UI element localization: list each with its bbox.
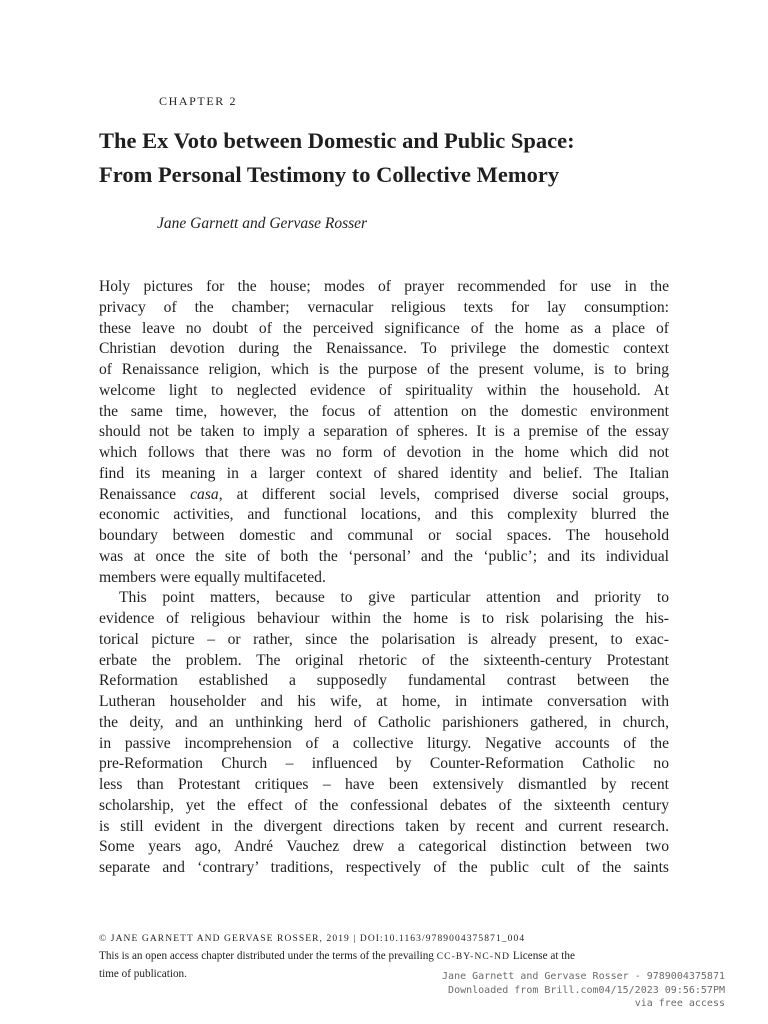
text-line: of Renaissance religion, which is the purpose of the present volume, is to bring <box>99 361 669 378</box>
text-line: less than Protestant critiques – have been extensively dismantled by recent <box>99 776 669 793</box>
download-watermark <box>442 970 725 1011</box>
text-line: the deity, and an unthinking herd of Catholic parishioners gathered, in church, <box>99 713 669 731</box>
text-line: economic activities, and functional locations, and this complexity blurred the <box>99 506 669 524</box>
text-fragment: , at different social levels, comprised diverse social groups, <box>218 485 670 503</box>
text-line: pre-Reformation Church – influenced by Counter-Reformation Catholic no <box>99 755 669 773</box>
watermark-line-3: via free access <box>634 998 725 1009</box>
text-line: torical picture – or rather, since the polarisation is already present, to exac- <box>99 630 669 648</box>
text-line: in passive incomprehension of a collective liturgy. Negative accounts of the <box>99 734 669 752</box>
text-line: welcome light to neglected evidence of spirituality within the household. At <box>99 381 669 399</box>
title-line-2: From Personal Testimony to Collective Memory <box>99 162 560 187</box>
text-line: scholarship, yet the effect of the confessional debates of the sixteenth century <box>99 796 669 814</box>
license-text-end: License at the <box>510 950 575 962</box>
copyright-notice: © JANE GARNETT AND GERVASE ROSSER, 2019 | DOI:10.1163/9789004375871_004 <box>99 934 526 944</box>
text-line: the same time, however, the focus of attention on the domestic environment <box>99 402 669 420</box>
chapter-body <box>99 277 669 879</box>
license-code: CC-BY-NC-ND <box>436 952 511 962</box>
text-line: Reformation established a supposedly fundamental contrast between the <box>99 672 669 690</box>
text-line: which follows that there was no form of devotion in the home which did not <box>99 444 669 461</box>
text-line: Holy pictures for the house; modes of prayer recommended for use in the <box>99 278 669 295</box>
watermark-line-2: Downloaded from Brill.com04/15/2023 09:56:57PM <box>448 984 725 996</box>
text-line: erbate the problem. The original rhetoric of the sixteenth-century Protestant <box>99 651 669 669</box>
text-line <box>99 485 669 506</box>
text-line: boundary between domestic and communal or social spaces. The household <box>99 527 669 544</box>
text-line: This point matters, because to give particular attention and priority to <box>119 589 669 607</box>
text-line: evidence of religious behaviour within the home is to risk polarising the his- <box>99 610 669 627</box>
title-line-1: The Ex Voto between Domestic and Public Space: <box>99 128 575 153</box>
text-line: was at once the site of both the ‘personal’ and the ‘public’; and its individual <box>99 547 669 565</box>
text-line: Christian devotion during the Renaissance. To privilege the domestic context <box>99 340 669 358</box>
license-text: This is an open access chapter distributed under the terms of the prevailing <box>99 950 437 962</box>
text-line: is still evident in the divergent directions taken by recent and current research. <box>99 817 669 835</box>
text-line: privacy of the chamber; vernacular religious texts for lay consumption: <box>99 298 669 316</box>
chapter-authors: Jane Garnett and Gervase Rosser <box>157 215 368 232</box>
text-line: find its meaning in a larger context of shared identity and belief. The Italian <box>99 464 669 482</box>
license-line-2: time of publication. <box>99 968 187 980</box>
text-line: should not be taken to imply a separation of spheres. It is a premise of the essay <box>99 423 669 441</box>
text-line: Lutheran householder and his wife, at home, in intimate conversation with <box>99 693 669 710</box>
italic-term: casa <box>190 485 219 503</box>
paragraph-2 <box>99 588 669 879</box>
watermark-line-1: Jane Garnett and Gervase Rosser - 9789004375871 <box>442 971 725 982</box>
text-line: separate and ‘contrary’ traditions, respectively of the public cult of the saints <box>99 859 669 876</box>
paragraph-1 <box>99 277 669 588</box>
chapter-title <box>99 124 699 192</box>
text-line: these leave no doubt of the perceived significance of the home as a place of <box>99 319 669 337</box>
text-line: Some years ago, André Vauchez drew a categorical distinction between two <box>99 838 669 856</box>
text-line: members were equally multifaceted. <box>99 568 326 586</box>
chapter-label: CHAPTER 2 <box>159 94 238 108</box>
text-fragment: Renaissance <box>99 485 191 503</box>
license-line <box>99 948 669 966</box>
